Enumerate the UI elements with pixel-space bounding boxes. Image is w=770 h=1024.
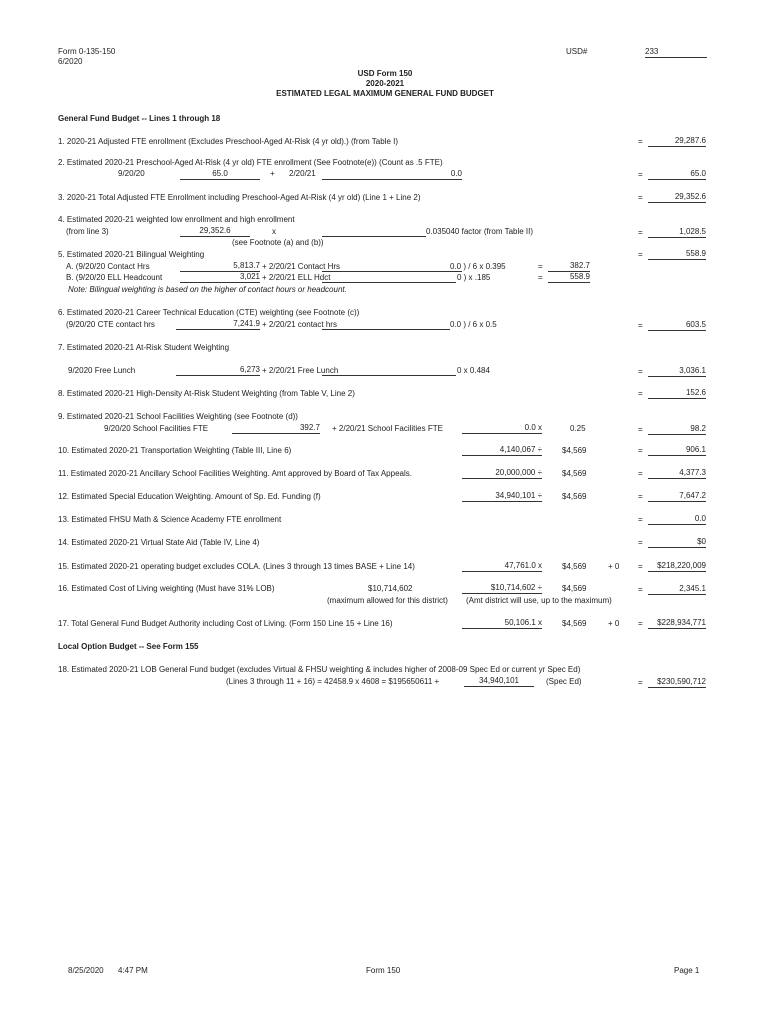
line6-eq: = [638,321,643,330]
line8-eq: = [638,389,643,398]
line16-eq: = [638,585,643,594]
line17-eq: = [638,619,643,628]
line6-blank [322,319,450,330]
line16-label: 16. Estimated Cost of Living weighting (Must have 31% LOB) [58,584,275,593]
line9-eq: = [638,425,643,434]
line8-label: 8. Estimated 2020-21 High-Density At-Risk Student Weighting (from Table V, Line 2) [58,389,355,398]
line4-eq: = [638,228,643,237]
line9-value: 98.2 [648,424,706,435]
line4-factor: 0.035040 factor (from Table II) [426,227,534,236]
line6-calc: 0.0 ) / 6 x 0.5 [450,320,497,329]
line12-value: 7,647.2 [648,491,706,502]
line9-label: 9. Estimated 2020-21 School Facilities Weighting (see Footnote (d)) [58,412,298,421]
line6-a-label: (9/20/20 CTE contact hrs [66,320,155,329]
line7-blank [322,365,456,376]
line11-value: 4,377.3 [648,468,706,479]
line1-eq: = [638,137,643,146]
line6-value: 603.5 [648,320,706,331]
line2-eq: = [638,170,643,179]
line9-a-label: 9/20/20 School Facilities FTE [104,424,209,433]
line18-amount: 34,940,101 [464,676,534,687]
line5-b-eq: = [538,273,543,282]
line7-a-value: 6,273 [176,365,260,376]
line5-a-value: 5,813.7 [180,261,260,272]
line15-eq: = [638,562,643,571]
line16-amount: $10,714,602 ÷ [462,583,542,594]
footer-form: Form 150 [366,966,401,975]
line2-label: 2. Estimated 2020-21 Preschool-Aged At-Risk (4 yr old) FTE enrollment (See Footnote(e)) (Count as .5 FTE) [58,158,443,167]
line5-b-mid: + 2/20/21 ELL Hdct [262,273,331,282]
line15-amount: 47,761.0 x [462,561,542,572]
line15-value: $218,220,009 [648,561,706,572]
footer-time: 4:47 PM [118,966,148,975]
line5-b-calc-blank [322,272,456,283]
line7-mid: + 2/20/21 Free Lunch [262,366,339,375]
line2-plus: + [270,169,275,178]
line5-eq: = [638,250,643,259]
line2-b-label: 2/20/21 [289,169,316,178]
line14-eq: = [638,538,643,547]
section-heading-lob: Local Option Budget -- See Form 155 [58,642,199,651]
line11-eq: = [638,469,643,478]
line3-value: 29,352.6 [648,192,706,203]
line10-value: 906.1 [648,445,706,456]
line10-eq: = [638,446,643,455]
form-date: 6/2020 [58,57,83,66]
line5-b-result: 558.9 [548,272,590,283]
line4-from: (from line 3) [66,227,109,236]
line12-base: $4,569 [562,492,587,501]
line5-value: 558.9 [648,249,706,260]
line12-eq: = [638,492,643,501]
line7-value: 3,036.1 [648,366,706,377]
line17-amount: 50,106.1 x [462,618,542,629]
line14-label: 14. Estimated 2020-21 Virtual State Aid (Table IV, Line 4) [58,538,260,547]
line18-label: 18. Estimated 2020-21 LOB General Fund budget (excludes Virtual & FHSU weighting & includes higher of 2008-09 Spec Ed or current yr Spec Ed) [58,665,581,674]
line18-calc: (Lines 3 through 11 + 16) = 42458.9 x 4608 = $195650611 + [226,677,440,686]
line14-value: $0 [648,537,706,548]
line17-value: $228,934,771 [648,618,706,629]
line5-b-label: B. (9/20/20 ELL Headcount [66,273,163,282]
line11-base: $4,569 [562,469,587,478]
line5-a-result: 382.7 [548,261,590,272]
line2-b-value: 0.0 [322,169,462,180]
line8-value: 152.6 [648,388,706,399]
line4-note: (see Footnote (a) and (b)) [232,238,324,247]
line5-a-calc: 0.0 ) / 6 x 0.395 [450,262,506,271]
title-form: USD Form 150 [357,69,413,78]
line7-a-label: 9/2020 Free Lunch [68,366,136,375]
line2-a-label: 9/20/20 [118,169,145,178]
form-id: Form 0-135-150 [58,47,116,56]
line11-label: 11. Estimated 2020-21 Ancillary School Facilities Weighting. Amt approved by Board of Tax Appeals. [58,469,412,478]
footer-page: Page 1 [674,966,700,975]
line1-value: 29,287.6 [648,136,706,147]
line4-label: 4. Estimated 2020-21 weighted low enrollment and high enrollment [58,215,295,224]
line13-label: 13. Estimated FHSU Math & Science Academy FTE enrollment [58,515,282,524]
line5-b-value: 3,021 [180,272,260,283]
line6-a-value: 7,241.9 [176,319,260,330]
line9-a-value: 392.7 [232,423,320,434]
line16-note-right: (Amt district will use, up to the maximum) [466,596,612,605]
line18-value: $230,590,712 [648,677,706,688]
line16-base: $4,569 [562,584,587,593]
line3-label: 3. 2020-21 Total Adjusted FTE Enrollment including Preschool-Aged At-Risk (4 yr old) (Line 1 + Line 2) [58,193,421,202]
line12-label: 12. Estimated Special Education Weighting. Amount of Sp. Ed. Funding (f) [58,492,321,501]
line12-amount: 34,940,101 ÷ [462,491,542,502]
line15-plus: + 0 [608,562,620,571]
line5-a-label: A. (9/20/20 Contact Hrs [66,262,150,271]
line5-a-calc-blank [322,261,462,272]
line10-base: $4,569 [562,446,587,455]
line5-note: Note: Bilingual weighting is based on the higher of contact hours or headcount. [68,285,347,294]
line6-label: 6. Estimated 2020-21 Career Technical Education (CTE) weighting (see Footnote (c)) [58,308,360,317]
line18-eq: = [638,678,643,687]
title-year: 2020-2021 [365,79,405,88]
line7-eq: = [638,367,643,376]
title-main: ESTIMATED LEGAL MAXIMUM GENERAL FUND BUDGET [276,89,494,98]
line15-label: 15. Estimated 2020-21 operating budget excludes COLA. (Lines 3 through 13 times BASE + Line 14) [58,562,415,571]
line17-plus: + 0 [608,619,620,628]
line4-value: 1,028.5 [648,227,706,238]
line6-mid: + 2/20/21 contact hrs [262,320,337,329]
line9-mid: + 2/20/21 School Facilities FTE [332,424,443,433]
line17-base: $4,569 [562,619,587,628]
line5-label: 5. Estimated 2020-21 Bilingual Weighting [58,250,205,259]
section-heading-general: General Fund Budget -- Lines 1 through 18 [58,114,221,123]
line18-spec: (Spec Ed) [546,677,582,686]
line13-value: 0.0 [648,514,706,525]
line16-value: 2,345.1 [648,584,706,595]
line11-amount: 20,000,000 ÷ [462,468,542,479]
line7-label: 7. Estimated 2020-21 At-Risk Student Weighting [58,343,230,352]
line16-max: $10,714,602 [368,584,413,593]
line2-a-value: 65.0 [180,169,260,180]
line9-calc: 0.0 x [462,423,542,434]
line3-eq: = [638,193,643,202]
line10-label: 10. Estimated 2020-21 Transportation Weighting (Table III, Line 6) [58,446,292,455]
line4-times: x [272,227,276,236]
usd-number: 233 [645,47,707,58]
line5-a-mid: + 2/20/21 Contact Hrs [262,262,341,271]
line4-blank [322,226,426,237]
line4-a-value: 29,352.6 [180,226,250,237]
line1-label: 1. 2020-21 Adjusted FTE enrollment (Excludes Preschool-Aged At-Risk (4 yr old).) (from Table I) [58,137,398,146]
line13-eq: = [638,515,643,524]
usd-label: USD# [566,47,588,56]
line9-factor: 0.25 [570,424,586,433]
line5-a-eq: = [538,262,543,271]
line5-b-calc: 0 ) x .185 [457,273,491,282]
line16-note-left: (maximum allowed for this district) [327,596,448,605]
line17-label: 17. Total General Fund Budget Authority including Cost of Living. (Form 150 Line 15 + Line 16) [58,619,393,628]
footer-date: 8/25/2020 [68,966,104,975]
line2-value: 65.0 [648,169,706,180]
line10-amount: 4,140,067 ÷ [462,445,542,456]
line7-calc: 0 x 0.484 [457,366,490,375]
line15-base: $4,569 [562,562,587,571]
